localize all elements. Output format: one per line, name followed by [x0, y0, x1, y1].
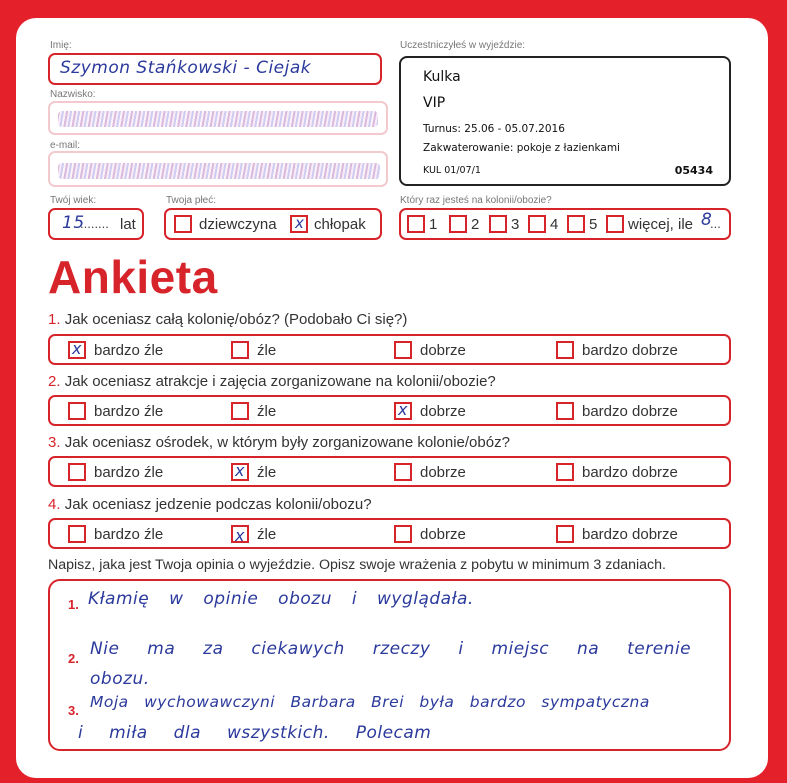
- q3-bardzo-zle-checkbox[interactable]: [68, 463, 86, 481]
- q3-bardzo-dobrze-checkbox[interactable]: [556, 463, 574, 481]
- email-field[interactable]: [48, 151, 388, 187]
- opinion-textarea[interactable]: [48, 579, 731, 751]
- ktory-3-label: 3: [511, 216, 520, 233]
- q1-bardzo-dobrze-checkbox[interactable]: [556, 341, 574, 359]
- ktory-wiecej-checkbox[interactable]: [606, 215, 624, 233]
- q3-bardzo-dobrze-label: bardzo dobrze: [582, 464, 678, 481]
- question-2-number: 2.: [48, 373, 61, 390]
- opinion-answer-2: Nie ma za ciekawych rzeczy i miejsc na terenie: [90, 639, 692, 659]
- ticket-zakwaterowanie: Zakwaterowanie: pokoje z łazienkami: [423, 142, 620, 154]
- q3-zle-mark: x: [235, 461, 245, 480]
- email-label: e-mail:: [50, 140, 81, 151]
- opinion-answer-3-cont: i miła dla wszystkich. Polecam: [78, 723, 432, 743]
- question-1-label: Jak oceniasz całą kolonię/obóz? (Podobało Ci się?): [64, 311, 408, 328]
- q3-dobrze-label: dobrze: [420, 464, 466, 481]
- imie-field[interactable]: [48, 53, 382, 85]
- question-1-text: [48, 311, 407, 328]
- q1-zle-checkbox[interactable]: [231, 341, 249, 359]
- q2-dobrze-label: dobrze: [420, 403, 466, 420]
- ktory-3-checkbox[interactable]: [489, 215, 507, 233]
- q4-bardzo-zle-label: bardzo źle: [94, 526, 164, 543]
- q4-bardzo-dobrze-label: bardzo dobrze: [582, 526, 678, 543]
- q2-bardzo-dobrze-checkbox[interactable]: [556, 402, 574, 420]
- question-2-answers: [48, 395, 731, 426]
- ktory-4-label: 4: [550, 216, 559, 233]
- q2-bardzo-zle-checkbox[interactable]: [68, 402, 86, 420]
- q1-bardzo-zle-checkbox[interactable]: [68, 341, 86, 359]
- wiek-label: Twój wiek:: [50, 195, 97, 206]
- wiek-unit: lat: [120, 216, 136, 233]
- ktory-wiecej-label: więcej, ile: [628, 216, 694, 233]
- opinion-answer-2-cont: obozu.: [90, 669, 150, 689]
- question-2-label: Jak oceniasz atrakcje i zajęcia zorganizowane na kolonii/obozie?: [64, 373, 496, 390]
- plec-dziewczyna-label: dziewczyna: [199, 216, 277, 233]
- q3-zle-label: źle: [257, 464, 277, 481]
- nazwisko-field[interactable]: [48, 101, 388, 135]
- q2-dobrze-mark: x: [398, 400, 408, 419]
- q2-zle-label: źle: [257, 403, 277, 420]
- q3-bardzo-zle-label: bardzo źle: [94, 464, 164, 481]
- q2-bardzo-zle-label: bardzo źle: [94, 403, 164, 420]
- q4-bardzo-zle-checkbox[interactable]: [68, 525, 86, 543]
- opinion-answer-3: Moja wychowawczyni Barbara Brei była bardzo sympatyczna: [90, 693, 650, 711]
- opinion-line-2-number: 2.: [68, 651, 79, 666]
- question-4-label: Jak oceniasz jedzenie podczas kolonii/obozu?: [64, 496, 372, 513]
- opinion-line-1-number: 1.: [68, 597, 79, 612]
- question-1-number: 1.: [48, 311, 61, 328]
- ktory-5-label: 5: [589, 216, 598, 233]
- q4-zle-mark: x: [235, 526, 245, 545]
- ktory-5-checkbox[interactable]: [567, 215, 585, 233]
- wiek-field[interactable]: [48, 208, 144, 240]
- plec-label: Twoja płeć:: [166, 195, 217, 206]
- redacted-nazwisko-scribble: [58, 111, 378, 127]
- q1-bardzo-zle-mark: x: [72, 339, 82, 358]
- q4-zle-checkbox[interactable]: [231, 525, 249, 543]
- q3-dobrze-checkbox[interactable]: [394, 463, 412, 481]
- ticket-code: KUL 01/07/1: [423, 165, 481, 176]
- q1-bardzo-dobrze-label: bardzo dobrze: [582, 342, 678, 359]
- q2-zle-checkbox[interactable]: [231, 402, 249, 420]
- trip-ticket: [399, 56, 731, 186]
- plec-field: [164, 208, 382, 240]
- q4-zle-label: źle: [257, 526, 277, 543]
- ktory-field: [399, 208, 731, 240]
- question-1-answers: [48, 334, 731, 365]
- wiek-value: 15: [62, 213, 85, 233]
- ktory-4-checkbox[interactable]: [528, 215, 546, 233]
- question-2-text: [48, 373, 496, 390]
- nazwisko-label: Nazwisko:: [50, 89, 96, 100]
- question-4-number: 4.: [48, 496, 61, 513]
- q1-bardzo-zle-label: bardzo źle: [94, 342, 164, 359]
- q3-zle-checkbox[interactable]: [231, 463, 249, 481]
- ticket-type: VIP: [423, 95, 446, 111]
- question-3-label: Jak oceniasz ośrodek, w którym były zorganizowane kolonie/obóz?: [64, 434, 510, 451]
- ktory-1-label: 1: [429, 216, 438, 233]
- opinion-answer-1: Kłamię w opinie obozu i wyglądała.: [88, 589, 474, 609]
- opinion-prompt: Napisz, jaka jest Twoja opinia o wyjeździe. Opisz swoje wrażenia z pobytu w minimum 3 zdaniach.: [48, 557, 666, 573]
- imie-value: Szymon Stańkowski - Ciejak: [60, 58, 312, 78]
- ticket-name: Kulka: [423, 69, 461, 85]
- q4-bardzo-dobrze-checkbox[interactable]: [556, 525, 574, 543]
- question-4-answers: [48, 518, 731, 549]
- wiek-dots: ........: [80, 216, 109, 231]
- survey-title: Ankieta: [48, 251, 218, 303]
- q1-dobrze-checkbox[interactable]: [394, 341, 412, 359]
- question-4-text: [48, 496, 372, 513]
- question-3-number: 3.: [48, 434, 61, 451]
- question-3-answers: [48, 456, 731, 487]
- ktory-label: Który raz jesteś na kolonii/obozie?: [400, 195, 552, 206]
- question-3-text: [48, 434, 510, 451]
- imie-label: Imię:: [50, 40, 72, 51]
- plec-chlopak-label: chłopak: [314, 216, 366, 233]
- q2-bardzo-dobrze-label: bardzo dobrze: [582, 403, 678, 420]
- ktory-value: 8: [701, 210, 713, 230]
- q2-dobrze-checkbox[interactable]: [394, 402, 412, 420]
- ktory-1-checkbox[interactable]: [407, 215, 425, 233]
- opinion-line-3-number: 3.: [68, 703, 79, 718]
- uczest-label: Uczestniczyłeś w wyjeździe:: [400, 40, 526, 51]
- redacted-email-scribble: [58, 163, 380, 179]
- ktory-2-label: 2: [471, 216, 480, 233]
- q4-dobrze-label: dobrze: [420, 526, 466, 543]
- ktory-2-checkbox[interactable]: [449, 215, 467, 233]
- plec-chlopak-checkbox[interactable]: [290, 215, 308, 233]
- q4-dobrze-checkbox[interactable]: [394, 525, 412, 543]
- q1-dobrze-label: dobrze: [420, 342, 466, 359]
- plec-dziewczyna-checkbox[interactable]: [174, 215, 192, 233]
- ticket-turnus: Turnus: 25.06 - 05.07.2016: [423, 123, 565, 135]
- ticket-number: 05434: [674, 164, 713, 177]
- ktory-dots: ...: [710, 216, 721, 231]
- plec-chlopak-mark: x: [295, 214, 304, 232]
- q1-zle-label: źle: [257, 342, 277, 359]
